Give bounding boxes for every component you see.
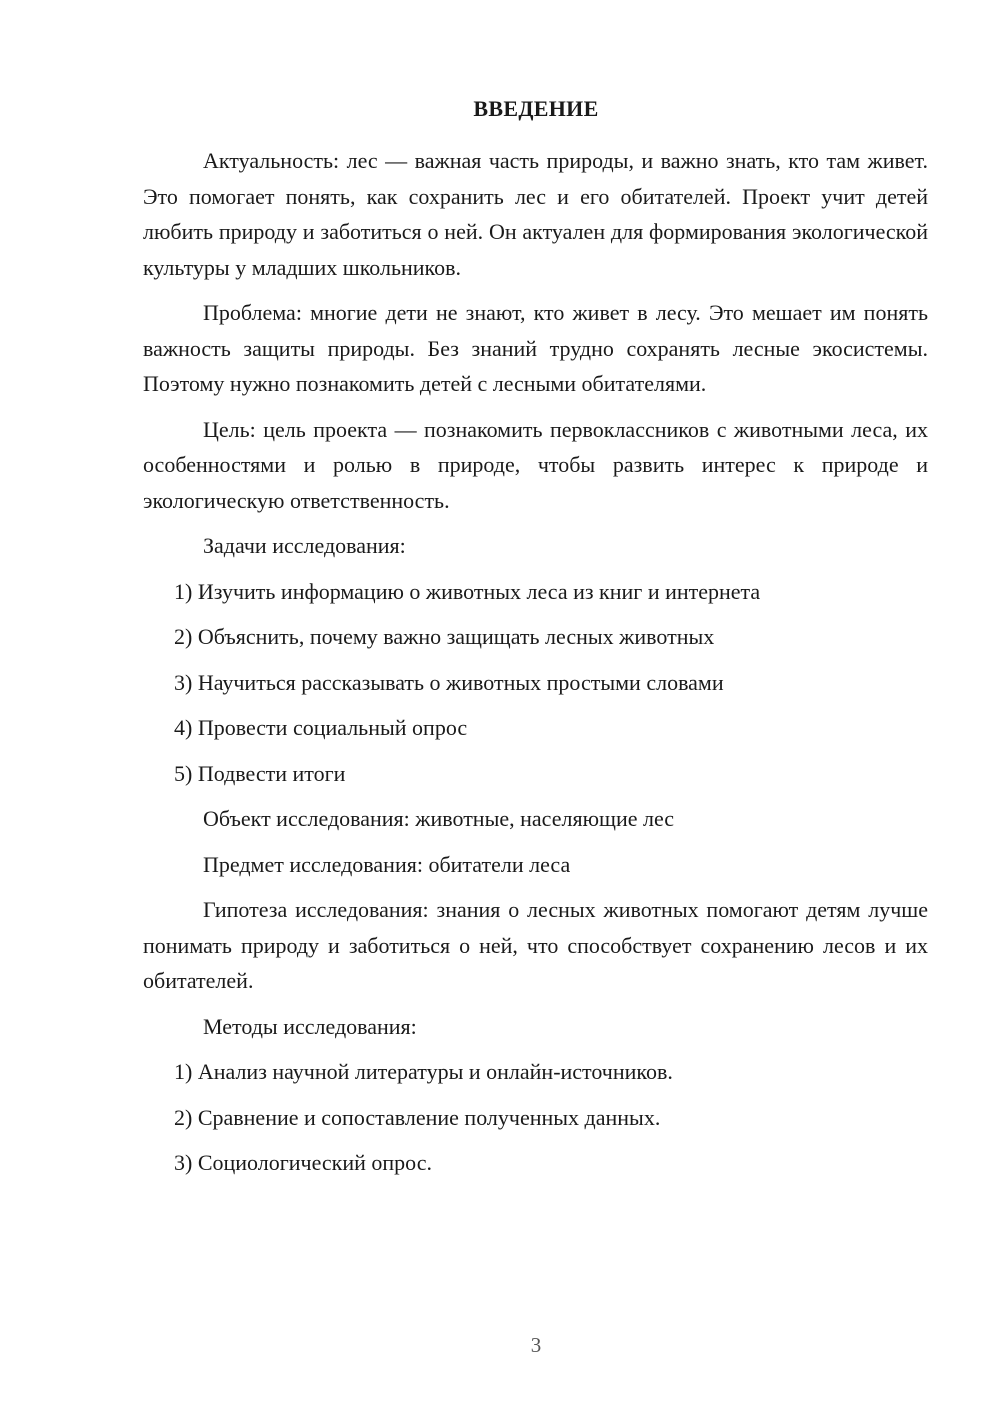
relevance-paragraph: Актуальность: лес — важная часть природы, и важно знать, кто там живет. Это помогает понять, как сохранить лес и его обитателей. Проект учит детей любить природу и заботиться о ней. Он актуален для формирования экологической культуры у младших школьников. <box>143 148 928 280</box>
tasks-list <box>143 574 928 792</box>
methods-heading: Методы исследования: <box>203 1013 417 1039</box>
page-number: 3 <box>530 1333 542 1357</box>
list-item: 1) Изучить информацию о животных леса из книг и интернета <box>174 578 761 604</box>
hypothesis-paragraph: Гипотеза исследования: знания о лесных животных помогают детям лучше понимать природу и заботиться о ней, что способствует сохранению лесов и их обитателей. <box>143 897 928 993</box>
list-item: 4) Провести социальный опрос <box>174 715 468 740</box>
problem-paragraph: Проблема: многие дети не знают, кто живет в лесу. Это мешает им понять важность защиты природы. Без знаний трудно сохранять лесные экосистемы. Поэтому нужно познакомить детей с лесными обитателями. <box>143 300 928 396</box>
list-item: 3) Научиться рассказывать о животных простыми словами <box>174 669 724 695</box>
list-item: 2) Сравнение и сопоставление полученных данных. <box>174 1104 661 1130</box>
document-body <box>143 143 928 1191</box>
list-item: 5) Подвести итоги <box>174 760 346 786</box>
list-item: 3) Социологический опрос. <box>174 1150 432 1175</box>
goal-paragraph: Цель: цель проекта — познакомить первоклассников с животными леса, их особенностями и ролью в природе, чтобы развить интерес к природе и экологическую ответственность. <box>143 416 928 513</box>
tasks-heading: Задачи исследования: <box>203 533 406 558</box>
research-object: Объект исследования: животные, населяющие лес <box>203 806 675 831</box>
research-subject: Предмет исследования: обитатели леса <box>203 851 571 877</box>
list-item: 1) Анализ научной литературы и онлайн-источников. <box>174 1059 673 1084</box>
methods-list <box>143 1054 928 1181</box>
list-item: 2) Объяснить, почему важно защищать лесных животных <box>174 624 715 649</box>
page-title: ВВЕДЕНИЕ <box>473 96 599 121</box>
